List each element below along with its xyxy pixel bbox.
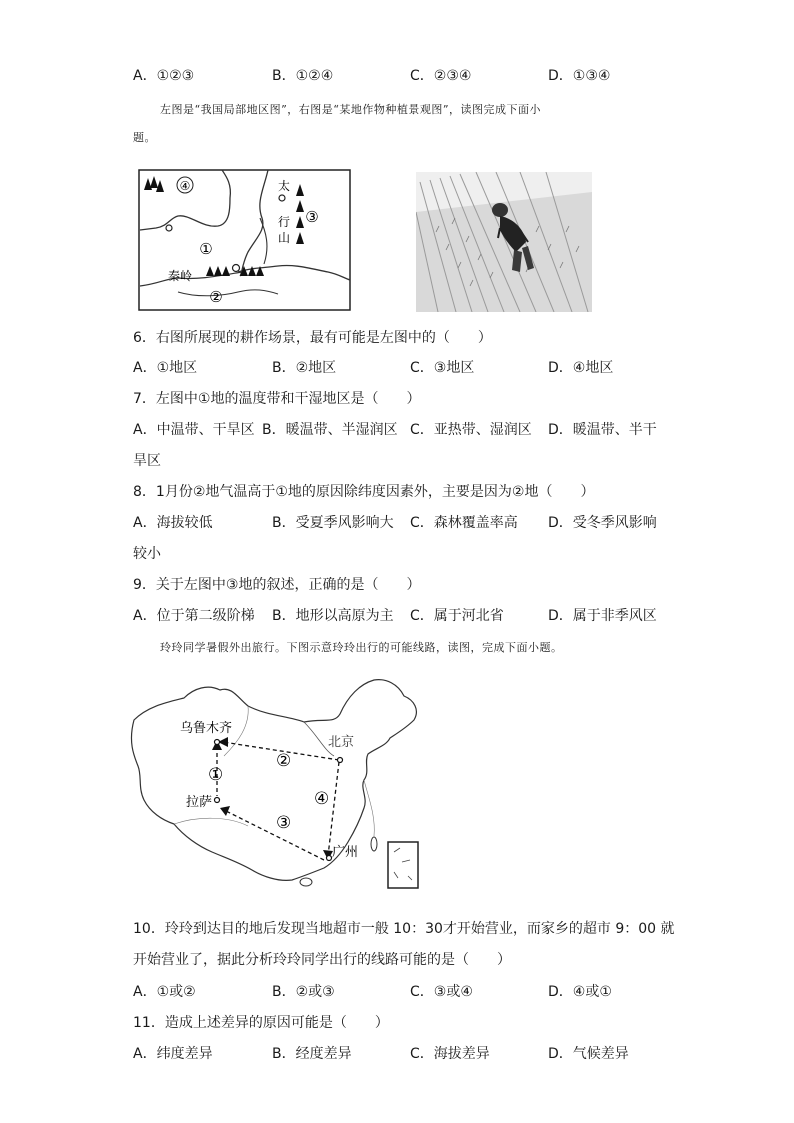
city-urumqi: 乌鲁木齐 — [180, 721, 233, 736]
region-map — [138, 168, 352, 312]
city-beijing: 北京 — [328, 735, 355, 750]
region-2-label: ② — [209, 288, 223, 306]
china-route-map-figure — [128, 676, 438, 898]
q9-option-c[interactable]: C．属于河北省 — [410, 608, 504, 624]
intro-text-1-cont: 题。 — [133, 131, 156, 144]
q7-stem: 7．左图中①地的温度带和干湿地区是（ ） — [133, 391, 421, 407]
q8-stem: 8．1月份②地气温高于①地的原因除纬度因素外，主要是因为②地（ ） — [133, 484, 595, 500]
q9-stem: 9．关于左图中③地的叙述，正确的是（ ） — [133, 577, 421, 593]
city-guangzhou: 广州 — [332, 845, 359, 860]
taihang-label-hang: 行 — [278, 215, 291, 229]
q7-option-d[interactable]: D．暖温带、半干 — [548, 422, 657, 438]
q10-stem-line2: 开始营业了，据此分析玲玲同学出行的线路可能的是（ ） — [133, 952, 511, 968]
q6-stem: 6．右图所展现的耕作场景，最有可能是左图中的（ ） — [133, 330, 492, 346]
q9-option-d[interactable]: D．属于非季风区 — [548, 608, 657, 624]
region-map-figure — [138, 168, 352, 312]
region-3-label: ③ — [305, 208, 319, 226]
farming-scene-image — [416, 172, 592, 312]
q8-option-c[interactable]: C．森林覆盖率高 — [410, 515, 518, 531]
q5-option-a[interactable]: A．①②③ — [133, 68, 195, 84]
taihang-label-shan: 山 — [278, 231, 291, 245]
region-1-label: ① — [199, 240, 213, 258]
taihang-label-tai: 太 — [278, 179, 291, 193]
q5-option-d[interactable]: D．①③④ — [548, 68, 611, 84]
q10-option-d[interactable]: D．④或① — [548, 984, 612, 1000]
q8-option-b[interactable]: B．受夏季风影响大 — [272, 515, 394, 531]
q11-option-d[interactable]: D．气候差异 — [548, 1046, 629, 1062]
q10-option-b[interactable]: B．②或③ — [272, 984, 335, 1000]
q7-option-d-wrap: 旱区 — [133, 453, 161, 469]
q5-option-c[interactable]: C．②③④ — [410, 68, 472, 84]
q6-option-a[interactable]: A．①地区 — [133, 360, 198, 376]
intro-text-2: 玲玲同学暑假外出旅行。下图示意玲玲出行的可能线路，读图，完成下面小题。 — [160, 641, 563, 654]
q6-option-b[interactable]: B．②地区 — [272, 360, 337, 376]
intro-text-1: 左图是“我国局部地区图”，右图是“某地作物种植景观图”，读图完成下面小 — [160, 103, 541, 116]
q6-option-c[interactable]: C．③地区 — [410, 360, 475, 376]
q10-option-c[interactable]: C．③或④ — [410, 984, 473, 1000]
q11-option-a[interactable]: A．纬度差异 — [133, 1046, 213, 1062]
q7-option-b[interactable]: B．暖温带、半湿润区 — [262, 422, 398, 438]
south-china-sea-inset — [388, 842, 418, 888]
q10-option-a[interactable]: A．①或② — [133, 984, 196, 1000]
china-route-map — [128, 676, 438, 898]
q7-option-c[interactable]: C．亚热带、湿润区 — [410, 422, 532, 438]
route-1-label: ① — [208, 765, 224, 785]
q10-stem-line1: 10．玲玲到达目的地后发现当地超市一般 10：30才开始营业，而家乡的超市 9：00 就 — [133, 921, 675, 937]
qinling-label: 秦岭 — [168, 269, 193, 283]
q9-option-b[interactable]: B．地形以高原为主 — [272, 608, 394, 624]
q6-option-d[interactable]: D．④地区 — [548, 360, 614, 376]
farming-photo — [416, 172, 592, 312]
q7-option-a[interactable]: A．中温带、干旱区 — [133, 422, 255, 438]
q8-option-d-wrap: 较小 — [133, 546, 161, 562]
city-lhasa: 拉萨 — [186, 795, 213, 810]
route-4-label: ④ — [314, 789, 330, 809]
q9-option-a[interactable]: A．位于第二级阶梯 — [133, 608, 255, 624]
q5-option-b[interactable]: B．①②④ — [272, 68, 334, 84]
q8-option-d[interactable]: D．受冬季风影响 — [548, 515, 657, 531]
q11-stem: 11．造成上述差异的原因可能是（ ） — [133, 1015, 389, 1031]
q11-option-c[interactable]: C．海拔差异 — [410, 1046, 490, 1062]
route-2-label: ② — [276, 751, 292, 771]
q8-option-a[interactable]: A．海拔较低 — [133, 515, 213, 531]
region-4-text: ④ — [179, 179, 191, 193]
route-3-label: ③ — [276, 813, 292, 833]
q11-option-b[interactable]: B．经度差异 — [272, 1046, 352, 1062]
